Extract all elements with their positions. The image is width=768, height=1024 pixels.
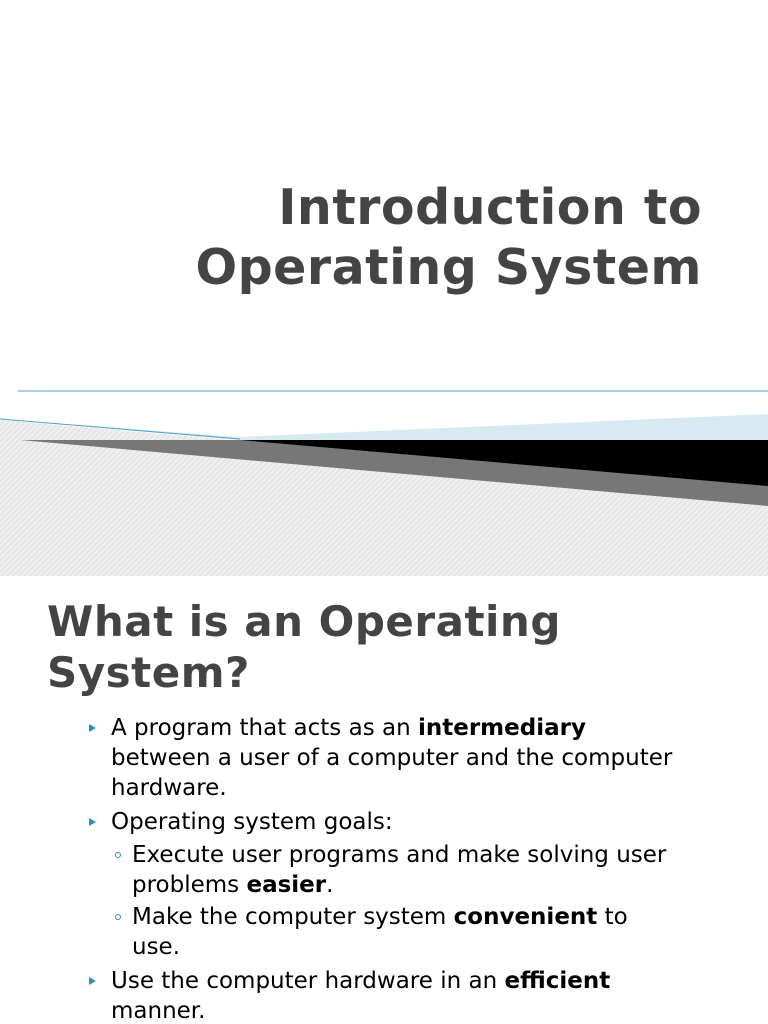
bold-term: intermediary <box>417 715 586 741</box>
sub-bullet-item <box>132 902 732 962</box>
bullet-text: Operating system goals: <box>111 809 393 835</box>
bold-term: efficient <box>504 968 611 994</box>
content-slide <box>0 576 768 1024</box>
slide-title <box>62 178 702 298</box>
bullet-text-line: manner. <box>111 998 206 1024</box>
circle-bullet-icon <box>115 914 121 920</box>
bold-term: easier <box>246 872 327 898</box>
triangle-bullet-icon <box>89 724 96 732</box>
sub-bullet-text: to <box>597 904 628 930</box>
sub-bullet-item <box>132 840 732 900</box>
bold-term: convenient <box>453 904 598 930</box>
bullet-item <box>111 966 731 1024</box>
bullet-item <box>111 807 731 837</box>
bullet-text: A program that acts as an <box>111 715 418 741</box>
title-line-2: Operating System <box>195 239 702 296</box>
bullet-item <box>111 713 731 803</box>
title-line-1: Introduction to <box>278 179 702 236</box>
bullet-text-line: between a user of a computer and the computer <box>111 745 673 771</box>
slide-heading <box>47 596 727 698</box>
bullet-text: Use the computer hardware in an <box>111 968 505 994</box>
sub-bullet-text-line: use. <box>132 934 181 960</box>
sub-bullet-text: problems <box>132 872 247 898</box>
bullet-text-line: hardware. <box>111 775 227 801</box>
sub-bullet-text: Make the computer system <box>132 904 454 930</box>
heading-line-1: What is an Operating <box>47 597 561 646</box>
sub-bullet-text: Execute user programs and make solving user <box>132 842 667 868</box>
triangle-bullet-icon <box>89 818 96 826</box>
sub-bullet-text: . <box>326 872 334 898</box>
triangle-bullet-icon <box>89 977 96 985</box>
circle-bullet-icon <box>115 852 121 858</box>
heading-line-2: System? <box>47 648 250 697</box>
